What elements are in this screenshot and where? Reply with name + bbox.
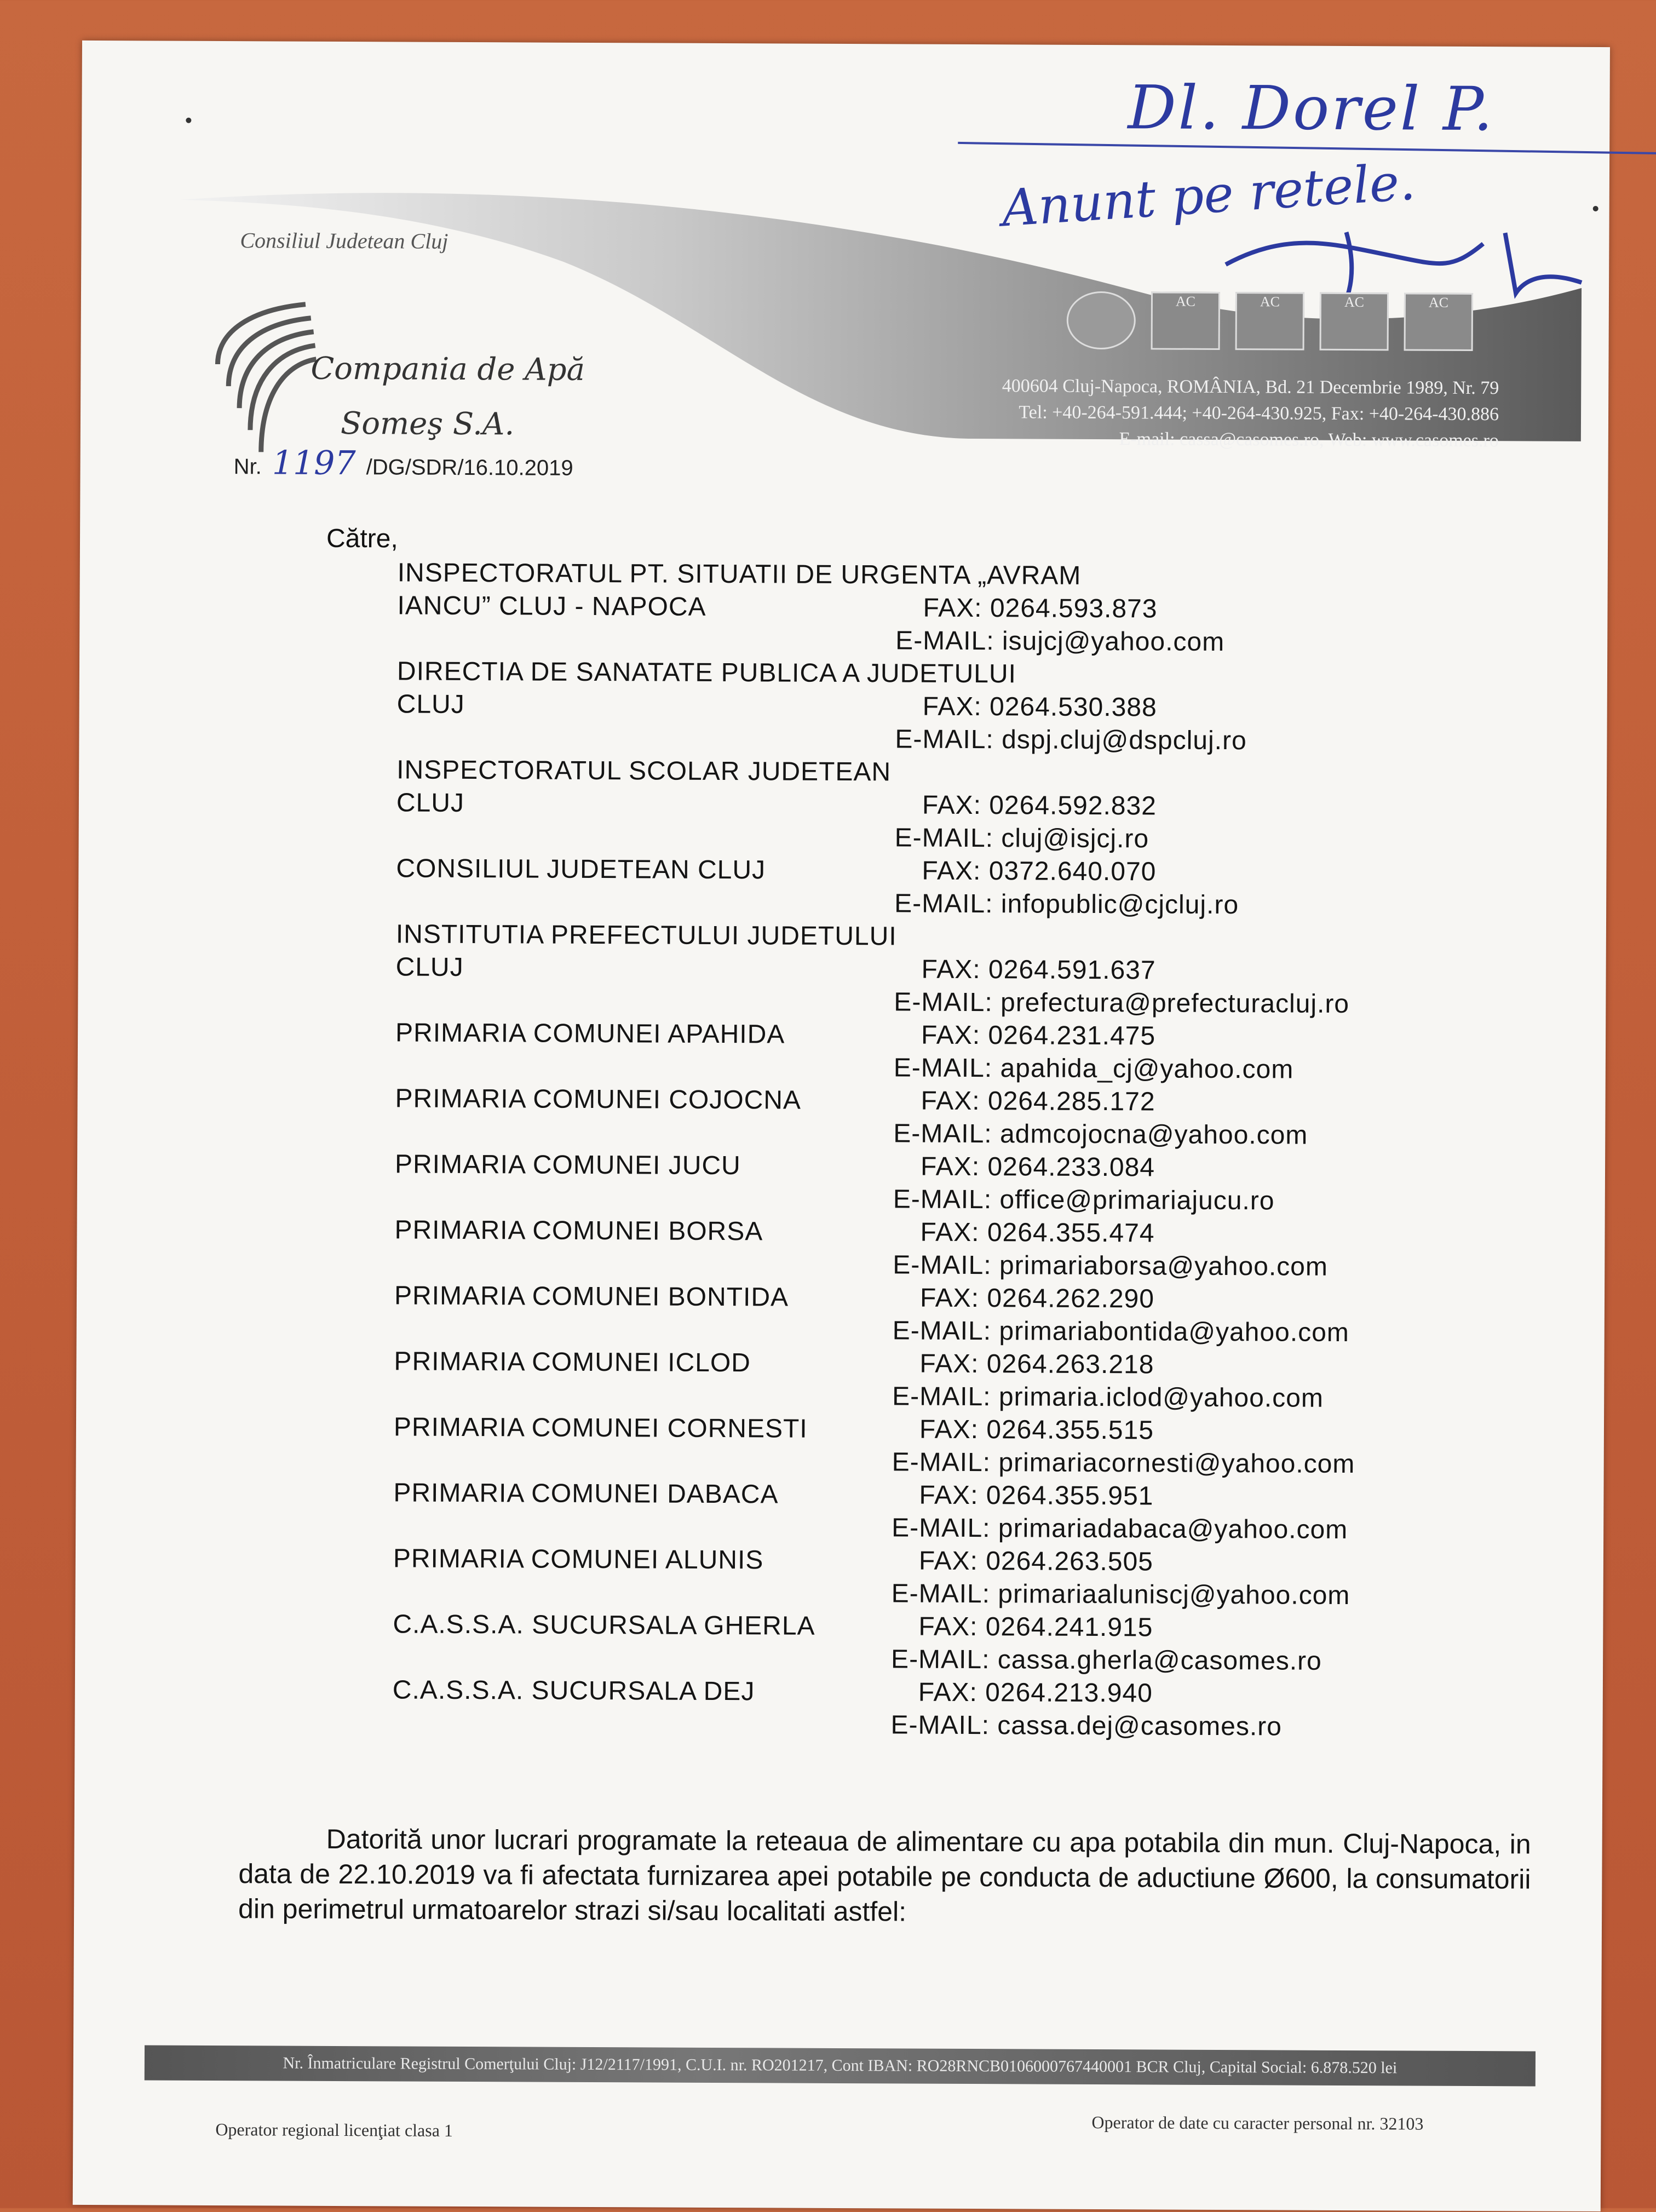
footer-registration-bar — [145, 2045, 1536, 2086]
recipient-name: C.A.S.S.A. SUCURSALA DEJ — [392, 1675, 755, 1707]
recipient-name: INSTITUTIA PREFECTULUI JUDETULUI — [395, 920, 897, 951]
recipient-entry — [395, 1148, 1573, 1219]
reference-suffix: /DG/SDR/16.10.2019 — [366, 455, 573, 480]
recipient-name: PRIMARIA COMUNEI ALUNIS — [393, 1544, 764, 1575]
recipient-email: E-MAIL: primariabontida@yahoo.com — [892, 1316, 1349, 1348]
recipient-entry — [396, 852, 1574, 923]
recipient-name: PRIMARIA COMUNEI CORNESTI — [393, 1412, 808, 1444]
recipient-entry — [392, 1674, 1570, 1744]
cert-logo-icon: AC — [1320, 292, 1389, 351]
recipient-name: PRIMARIA COMUNEI APAHIDA — [395, 1018, 785, 1049]
email-web-line: E-mail: cassa@casomes.ro, Web: www.casomes.ro — [1119, 429, 1499, 451]
recipient-email: E-MAIL: cassa.dej@casomes.ro — [890, 1710, 1283, 1742]
recipient-entry — [394, 1279, 1572, 1350]
recipient-name: CONSILIUL JUDETEAN CLUJ — [396, 854, 766, 885]
company-name-line2: Someş S.A. — [340, 405, 515, 443]
company-address — [1002, 373, 1499, 454]
letter-page — [73, 41, 1610, 2211]
recipient-entry — [396, 655, 1574, 759]
recipient-fax: FAX: 0264.233.084 — [920, 1152, 1155, 1182]
cert-logo-icon — [1067, 291, 1136, 350]
recipient-email: E-MAIL: admcojocna@yahoo.com — [893, 1119, 1308, 1150]
recipient-fax: FAX: 0264.355.474 — [920, 1217, 1155, 1248]
recipient-fax: FAX: 0264.263.218 — [919, 1349, 1154, 1380]
recipient-fax: FAX: 0264.241.915 — [918, 1612, 1153, 1642]
recipient-email: E-MAIL: apahida_cj@yahoo.com — [893, 1053, 1294, 1084]
address-line: 400604 Cluj-Napoca, ROMÂNIA, Bd. 21 Decembrie 1989, Nr. 79 — [1002, 376, 1499, 399]
recipient-email: E-MAIL: prefectura@prefecturacluj.ro — [894, 987, 1350, 1019]
recipient-name: INSPECTORATUL SCOLAR JUDETEAN — [396, 755, 892, 787]
recipient-name: PRIMARIA COMUNEI COJOCNA — [395, 1084, 802, 1115]
cert-logo-icon: AC — [1235, 292, 1304, 351]
certification-logos — [1067, 291, 1473, 351]
recipient-email: E-MAIL: cluj@isjcj.ro — [894, 823, 1149, 854]
reference-number — [233, 444, 573, 484]
footer-right-text: Operator de date cu caracter personal nr. 32103 — [1091, 2112, 1424, 2134]
recipient-name: PRIMARIA COMUNEI BORSA — [394, 1215, 763, 1246]
recipient-entry — [394, 1345, 1572, 1416]
handwritten-note: Anunt pe retele. — [1000, 152, 1417, 238]
recipient-entry — [395, 918, 1573, 1021]
recipient-name: INSPECTORATUL PT. SITUATII DE URGENTA „AVRAM — [397, 558, 1082, 590]
recipient-entry — [397, 556, 1575, 660]
recipient-name: PRIMARIA COMUNEI ICLOD — [394, 1347, 751, 1378]
recipient-name: PRIMARIA COMUNEI DABACA — [393, 1478, 779, 1509]
ink-dot — [186, 118, 191, 123]
recipient-entry — [393, 1476, 1571, 1547]
recipient-entry — [393, 1542, 1571, 1613]
footer-left-text: Operator regional licenţiat clasa 1 — [215, 2119, 453, 2140]
recipient-name: DIRECTIA DE SANATATE PUBLICA A JUDETULUI — [396, 657, 1017, 689]
recipient-fax: FAX: 0264.355.951 — [919, 1480, 1154, 1511]
recipient-email: E-MAIL: infopublic@cjcluj.ro — [894, 889, 1239, 920]
recipient-email: E-MAIL: office@primariajucu.ro — [893, 1185, 1275, 1216]
council-name: Consiliul Judetean Cluj — [240, 228, 449, 254]
recipient-fax: FAX: 0264.592.832 — [922, 790, 1157, 821]
reference-handwritten-number: 1197 — [272, 444, 356, 483]
recipient-fax: FAX: 0264.591.637 — [921, 955, 1156, 985]
salutation: Către, — [326, 524, 398, 554]
reference-prefix: Nr. — [233, 455, 262, 479]
recipient-name: CLUJ — [395, 952, 464, 982]
recipient-email: E-MAIL: primariaborsa@yahoo.com — [893, 1250, 1329, 1282]
recipient-list — [392, 556, 1574, 1744]
handwritten-underline — [958, 142, 1656, 155]
recipient-fax: FAX: 0264.593.873 — [923, 593, 1158, 624]
recipient-name: C.A.S.S.A. SUCURSALA GHERLA — [393, 1610, 815, 1641]
recipient-entry — [393, 1608, 1571, 1679]
recipient-fax: FAX: 0264.530.388 — [922, 692, 1157, 722]
recipient-email: E-MAIL: isujcj@yahoo.com — [895, 626, 1225, 657]
recipient-name: IANCU” CLUJ - NAPOCA — [397, 591, 706, 622]
recipient-email: E-MAIL: primariadabaca@yahoo.com — [892, 1513, 1348, 1545]
recipient-fax: FAX: 0264.231.475 — [921, 1020, 1156, 1051]
recipient-entry — [395, 1082, 1573, 1153]
recipient-entry — [394, 1411, 1572, 1481]
body-paragraph: Datorită unor lucrari programate la reteaua de alimentare cu apa potabila din mun. Cluj-Napoca, in data de 22.10.2019 va fi afectata furnizarea apei potabile pe conducta de aductiune Ø600, la consumatorii din perimetrul urmatoarelor strazi si/sau localitati astfel: — [238, 1823, 1531, 1927]
recipient-email: E-MAIL: dspj.cluj@dspcluj.ro — [895, 725, 1247, 756]
recipient-fax: FAX: 0372.640.070 — [922, 856, 1157, 887]
company-name-line1: Compania de Apă — [311, 351, 585, 388]
recipient-fax: FAX: 0264.213.940 — [918, 1677, 1153, 1708]
recipient-name: PRIMARIA COMUNEI JUCU — [394, 1150, 741, 1181]
recipient-name: PRIMARIA COMUNEI BONTIDA — [394, 1281, 789, 1312]
recipient-fax: FAX: 0264.355.515 — [919, 1415, 1154, 1445]
handwritten-addressee: Dl. Dorel P. — [1128, 72, 1496, 145]
recipient-email: E-MAIL: primariacornesti@yahoo.com — [892, 1447, 1355, 1479]
recipient-email: E-MAIL: cassa.gherla@casomes.ro — [891, 1645, 1322, 1676]
footer-registration-text: Nr. Înmatriculare Registrul Comerţului Cluj: J12/2117/1991, C.U.I. nr. RO201217, Cont IBAN: RO28RNCB0106000767440001 BCR Cluj, Capital Social: 6.878.520 lei — [283, 2054, 1398, 2077]
recipient-name: CLUJ — [396, 690, 465, 719]
phone-line: Tel: +40-264-591.444; +40-264-430.925, Fax: +40-264-430.886 — [1019, 402, 1499, 425]
cert-logo-icon: AC — [1151, 291, 1220, 350]
recipient-fax: FAX: 0264.285.172 — [921, 1086, 1155, 1117]
recipient-email: E-MAIL: primaria.iclod@yahoo.com — [892, 1382, 1324, 1413]
recipient-name: CLUJ — [396, 788, 465, 818]
company-logo-icon — [206, 298, 317, 463]
recipient-entry — [394, 1214, 1572, 1284]
recipient-email: E-MAIL: primariaaluniscj@yahoo.com — [891, 1579, 1350, 1611]
recipient-fax: FAX: 0264.263.505 — [918, 1546, 1154, 1577]
recipient-fax: FAX: 0264.262.290 — [919, 1283, 1155, 1314]
cert-logo-icon: AC — [1404, 292, 1473, 351]
recipient-entry — [395, 1016, 1573, 1087]
recipient-entry — [396, 754, 1574, 857]
